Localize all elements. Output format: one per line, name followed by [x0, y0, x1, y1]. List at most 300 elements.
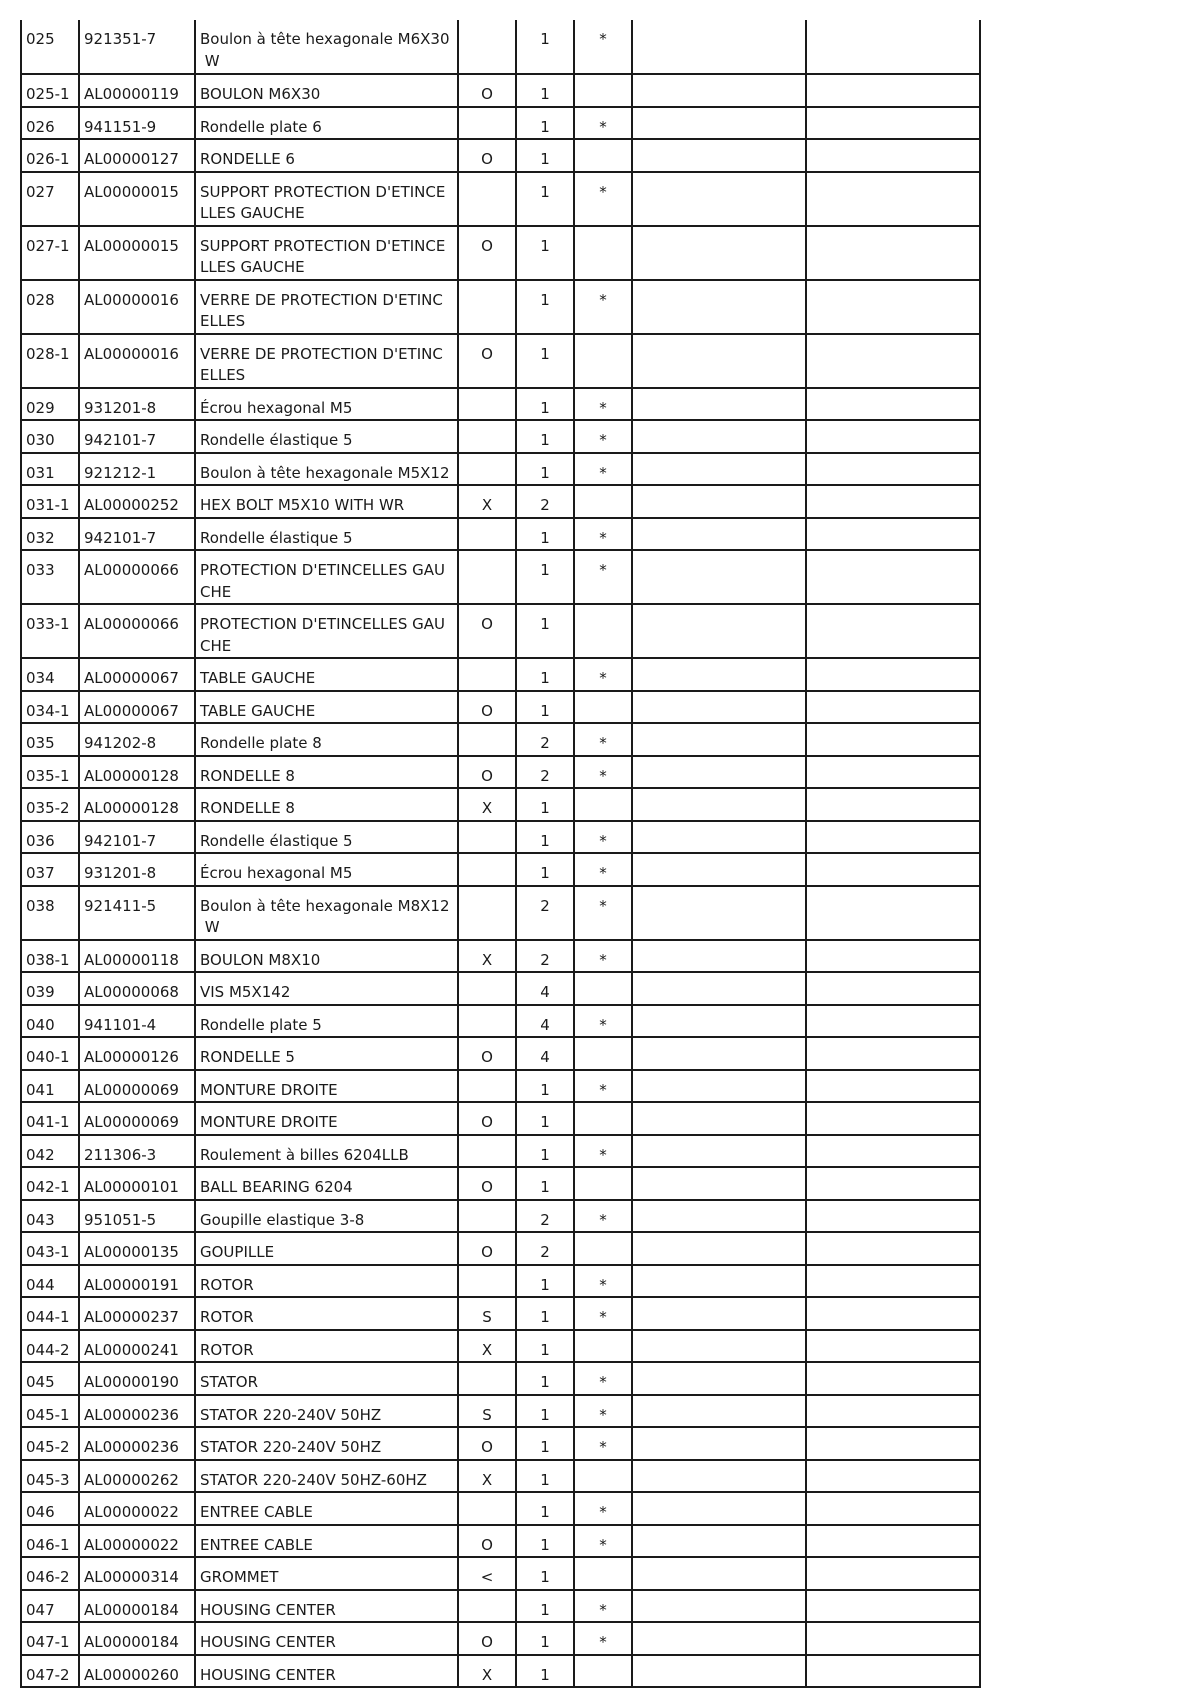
- flag-cell: O: [458, 74, 516, 107]
- description-cell: BOULON M6X30: [195, 74, 458, 107]
- blank-cell: [632, 691, 806, 724]
- quantity-cell: 2: [516, 1200, 574, 1233]
- description-cell: SUPPORT PROTECTION D'ETINCE LLES GAUCHE: [195, 172, 458, 226]
- marker-cell: [574, 1655, 632, 1688]
- marker-cell: [574, 1330, 632, 1363]
- part-number-cell: AL00000241: [79, 1330, 195, 1363]
- table-row: [21, 1037, 980, 1070]
- description-cell: Rondelle plate 8: [195, 723, 458, 756]
- flag-cell: [458, 1362, 516, 1395]
- item-number-cell: 043-1: [21, 1232, 79, 1265]
- item-number-cell: 034: [21, 658, 79, 691]
- marker-cell: *: [574, 453, 632, 486]
- flag-cell: O: [458, 604, 516, 658]
- table-row: [21, 518, 980, 551]
- quantity-cell: 1: [516, 139, 574, 172]
- quantity-cell: 1: [516, 853, 574, 886]
- blank-cell: [632, 1037, 806, 1070]
- description-cell: RONDELLE 6: [195, 139, 458, 172]
- part-number-cell: AL00000015: [79, 172, 195, 226]
- description-cell: Boulon à tête hexagonale M5X12: [195, 453, 458, 486]
- part-number-cell: AL00000135: [79, 1232, 195, 1265]
- quantity-cell: 1: [516, 1135, 574, 1168]
- table-row: [21, 788, 980, 821]
- flag-cell: X: [458, 1460, 516, 1493]
- part-number-cell: AL00000016: [79, 334, 195, 388]
- table-row: [21, 550, 980, 604]
- flag-cell: [458, 518, 516, 551]
- part-number-cell: AL00000069: [79, 1070, 195, 1103]
- description-cell: Rondelle élastique 5: [195, 821, 458, 854]
- flag-cell: S: [458, 1395, 516, 1428]
- flag-cell: S: [458, 1297, 516, 1330]
- marker-cell: *: [574, 756, 632, 789]
- part-number-cell: AL00000236: [79, 1427, 195, 1460]
- quantity-cell: 1: [516, 20, 574, 74]
- item-number-cell: 046: [21, 1492, 79, 1525]
- part-number-cell: 942101-7: [79, 518, 195, 551]
- item-number-cell: 027-1: [21, 226, 79, 280]
- description-cell: ENTREE CABLE: [195, 1525, 458, 1558]
- description-cell: PROTECTION D'ETINCELLES GAU CHE: [195, 550, 458, 604]
- blank-cell: [806, 1167, 980, 1200]
- quantity-cell: 2: [516, 485, 574, 518]
- part-number-cell: AL00000314: [79, 1557, 195, 1590]
- marker-cell: *: [574, 940, 632, 973]
- blank-cell: [632, 756, 806, 789]
- table-row: [21, 139, 980, 172]
- blank-cell: [806, 518, 980, 551]
- table-row: [21, 1167, 980, 1200]
- marker-cell: [574, 691, 632, 724]
- item-number-cell: 045-2: [21, 1427, 79, 1460]
- table-row: [21, 107, 980, 140]
- blank-cell: [806, 172, 980, 226]
- item-number-cell: 047: [21, 1590, 79, 1623]
- table-row: [21, 1590, 980, 1623]
- flag-cell: O: [458, 1427, 516, 1460]
- marker-cell: *: [574, 1297, 632, 1330]
- table-row: [21, 658, 980, 691]
- description-cell: HEX BOLT M5X10 WITH WR: [195, 485, 458, 518]
- table-row: [21, 1525, 980, 1558]
- blank-cell: [806, 1102, 980, 1135]
- blank-cell: [632, 518, 806, 551]
- flag-cell: [458, 853, 516, 886]
- quantity-cell: 1: [516, 1395, 574, 1428]
- table-row: [21, 1622, 980, 1655]
- marker-cell: [574, 1460, 632, 1493]
- part-number-cell: AL00000127: [79, 139, 195, 172]
- part-number-cell: AL00000184: [79, 1622, 195, 1655]
- flag-cell: [458, 886, 516, 940]
- blank-cell: [632, 886, 806, 940]
- item-number-cell: 029: [21, 388, 79, 421]
- flag-cell: O: [458, 139, 516, 172]
- description-cell: Boulon à tête hexagonale M6X30 W: [195, 20, 458, 74]
- marker-cell: [574, 1557, 632, 1590]
- table-row: [21, 723, 980, 756]
- table-row: [21, 972, 980, 1005]
- quantity-cell: 1: [516, 334, 574, 388]
- blank-cell: [632, 604, 806, 658]
- quantity-cell: 1: [516, 1167, 574, 1200]
- blank-cell: [806, 1460, 980, 1493]
- blank-cell: [806, 139, 980, 172]
- blank-cell: [806, 1037, 980, 1070]
- marker-cell: *: [574, 388, 632, 421]
- part-number-cell: AL00000128: [79, 788, 195, 821]
- quantity-cell: 4: [516, 972, 574, 1005]
- flag-cell: O: [458, 1167, 516, 1200]
- blank-cell: [632, 1167, 806, 1200]
- flag-cell: [458, 172, 516, 226]
- blank-cell: [632, 788, 806, 821]
- blank-cell: [632, 1460, 806, 1493]
- blank-cell: [806, 723, 980, 756]
- marker-cell: *: [574, 723, 632, 756]
- item-number-cell: 036: [21, 821, 79, 854]
- blank-cell: [632, 1005, 806, 1038]
- table-row: [21, 226, 980, 280]
- quantity-cell: 1: [516, 821, 574, 854]
- item-number-cell: 028: [21, 280, 79, 334]
- blank-cell: [806, 280, 980, 334]
- blank-cell: [632, 550, 806, 604]
- flag-cell: [458, 550, 516, 604]
- flag-cell: <: [458, 1557, 516, 1590]
- part-number-cell: AL00000128: [79, 756, 195, 789]
- flag-cell: [458, 1005, 516, 1038]
- flag-cell: X: [458, 788, 516, 821]
- blank-cell: [806, 1232, 980, 1265]
- description-cell: HOUSING CENTER: [195, 1590, 458, 1623]
- part-number-cell: AL00000191: [79, 1265, 195, 1298]
- flag-cell: O: [458, 1102, 516, 1135]
- description-cell: ENTREE CABLE: [195, 1492, 458, 1525]
- blank-cell: [632, 940, 806, 973]
- blank-cell: [806, 1525, 980, 1558]
- description-cell: PROTECTION D'ETINCELLES GAU CHE: [195, 604, 458, 658]
- item-number-cell: 032: [21, 518, 79, 551]
- blank-cell: [806, 485, 980, 518]
- marker-cell: *: [574, 1427, 632, 1460]
- item-number-cell: 035-2: [21, 788, 79, 821]
- marker-cell: *: [574, 853, 632, 886]
- description-cell: VERRE DE PROTECTION D'ETINC ELLES: [195, 334, 458, 388]
- part-number-cell: 941101-4: [79, 1005, 195, 1038]
- blank-cell: [806, 756, 980, 789]
- description-cell: GOUPILLE: [195, 1232, 458, 1265]
- table-row: [21, 756, 980, 789]
- blank-cell: [632, 853, 806, 886]
- blank-cell: [806, 420, 980, 453]
- part-number-cell: 941151-9: [79, 107, 195, 140]
- part-number-cell: AL00000262: [79, 1460, 195, 1493]
- item-number-cell: 044-1: [21, 1297, 79, 1330]
- item-number-cell: 027: [21, 172, 79, 226]
- flag-cell: [458, 972, 516, 1005]
- blank-cell: [806, 1622, 980, 1655]
- part-number-cell: AL00000260: [79, 1655, 195, 1688]
- blank-cell: [806, 107, 980, 140]
- part-number-cell: 921212-1: [79, 453, 195, 486]
- blank-cell: [632, 658, 806, 691]
- quantity-cell: 1: [516, 388, 574, 421]
- part-number-cell: AL00000184: [79, 1590, 195, 1623]
- marker-cell: [574, 972, 632, 1005]
- part-number-cell: AL00000015: [79, 226, 195, 280]
- description-cell: Écrou hexagonal M5: [195, 388, 458, 421]
- part-number-cell: AL00000066: [79, 604, 195, 658]
- marker-cell: [574, 485, 632, 518]
- description-cell: Goupille elastique 3-8: [195, 1200, 458, 1233]
- part-number-cell: AL00000126: [79, 1037, 195, 1070]
- blank-cell: [806, 453, 980, 486]
- part-number-cell: 941202-8: [79, 723, 195, 756]
- description-cell: ROTOR: [195, 1265, 458, 1298]
- blank-cell: [806, 886, 980, 940]
- blank-cell: [632, 821, 806, 854]
- parts-table-body: [21, 20, 980, 1687]
- flag-cell: X: [458, 940, 516, 973]
- item-number-cell: 043: [21, 1200, 79, 1233]
- flag-cell: O: [458, 1622, 516, 1655]
- blank-cell: [806, 1557, 980, 1590]
- marker-cell: [574, 1167, 632, 1200]
- marker-cell: *: [574, 1622, 632, 1655]
- item-number-cell: 045: [21, 1362, 79, 1395]
- description-cell: VIS M5X142: [195, 972, 458, 1005]
- item-number-cell: 030: [21, 420, 79, 453]
- blank-cell: [632, 1427, 806, 1460]
- blank-cell: [806, 334, 980, 388]
- marker-cell: *: [574, 1135, 632, 1168]
- blank-cell: [632, 1655, 806, 1688]
- quantity-cell: 2: [516, 723, 574, 756]
- marker-cell: *: [574, 550, 632, 604]
- flag-cell: O: [458, 1525, 516, 1558]
- table-row: [21, 485, 980, 518]
- marker-cell: *: [574, 420, 632, 453]
- marker-cell: *: [574, 1200, 632, 1233]
- marker-cell: *: [574, 1492, 632, 1525]
- item-number-cell: 025-1: [21, 74, 79, 107]
- part-number-cell: AL00000101: [79, 1167, 195, 1200]
- table-row: [21, 420, 980, 453]
- blank-cell: [806, 74, 980, 107]
- marker-cell: [574, 139, 632, 172]
- quantity-cell: 1: [516, 226, 574, 280]
- blank-cell: [632, 1622, 806, 1655]
- flag-cell: [458, 420, 516, 453]
- item-number-cell: 045-1: [21, 1395, 79, 1428]
- part-number-cell: AL00000118: [79, 940, 195, 973]
- blank-cell: [806, 226, 980, 280]
- table-row: [21, 1297, 980, 1330]
- item-number-cell: 026-1: [21, 139, 79, 172]
- table-row: [21, 1395, 980, 1428]
- blank-cell: [632, 139, 806, 172]
- flag-cell: X: [458, 1330, 516, 1363]
- blank-cell: [806, 1135, 980, 1168]
- quantity-cell: 2: [516, 886, 574, 940]
- flag-cell: [458, 280, 516, 334]
- quantity-cell: 1: [516, 1525, 574, 1558]
- description-cell: Rondelle élastique 5: [195, 518, 458, 551]
- description-cell: ROTOR: [195, 1330, 458, 1363]
- table-row: [21, 1655, 980, 1688]
- quantity-cell: 1: [516, 788, 574, 821]
- blank-cell: [806, 1590, 980, 1623]
- description-cell: TABLE GAUCHE: [195, 658, 458, 691]
- blank-cell: [806, 604, 980, 658]
- blank-cell: [632, 20, 806, 74]
- blank-cell: [806, 1655, 980, 1688]
- description-cell: STATOR 220-240V 50HZ: [195, 1395, 458, 1428]
- quantity-cell: 4: [516, 1037, 574, 1070]
- blank-cell: [632, 334, 806, 388]
- item-number-cell: 026: [21, 107, 79, 140]
- description-cell: HOUSING CENTER: [195, 1622, 458, 1655]
- flag-cell: [458, 658, 516, 691]
- part-number-cell: AL00000237: [79, 1297, 195, 1330]
- flag-cell: [458, 20, 516, 74]
- description-cell: GROMMET: [195, 1557, 458, 1590]
- quantity-cell: 1: [516, 1622, 574, 1655]
- flag-cell: [458, 821, 516, 854]
- description-cell: ROTOR: [195, 1297, 458, 1330]
- part-number-cell: AL00000119: [79, 74, 195, 107]
- quantity-cell: 1: [516, 550, 574, 604]
- blank-cell: [806, 1005, 980, 1038]
- marker-cell: [574, 604, 632, 658]
- quantity-cell: 2: [516, 1232, 574, 1265]
- quantity-cell: 1: [516, 1362, 574, 1395]
- flag-cell: [458, 1265, 516, 1298]
- quantity-cell: 1: [516, 604, 574, 658]
- flag-cell: [458, 1135, 516, 1168]
- blank-cell: [632, 172, 806, 226]
- item-number-cell: 040: [21, 1005, 79, 1038]
- table-row: [21, 691, 980, 724]
- table-row: [21, 334, 980, 388]
- marker-cell: *: [574, 1525, 632, 1558]
- blank-cell: [632, 388, 806, 421]
- item-number-cell: 039: [21, 972, 79, 1005]
- table-row: [21, 604, 980, 658]
- blank-cell: [632, 1265, 806, 1298]
- item-number-cell: 046-2: [21, 1557, 79, 1590]
- blank-cell: [632, 1102, 806, 1135]
- item-number-cell: 047-1: [21, 1622, 79, 1655]
- flag-cell: X: [458, 1655, 516, 1688]
- description-cell: STATOR: [195, 1362, 458, 1395]
- quantity-cell: 1: [516, 1265, 574, 1298]
- blank-cell: [632, 1590, 806, 1623]
- quantity-cell: 2: [516, 940, 574, 973]
- quantity-cell: 1: [516, 280, 574, 334]
- description-cell: Écrou hexagonal M5: [195, 853, 458, 886]
- blank-cell: [806, 1395, 980, 1428]
- marker-cell: *: [574, 1265, 632, 1298]
- quantity-cell: 4: [516, 1005, 574, 1038]
- item-number-cell: 028-1: [21, 334, 79, 388]
- blank-cell: [806, 1330, 980, 1363]
- description-cell: SUPPORT PROTECTION D'ETINCE LLES GAUCHE: [195, 226, 458, 280]
- item-number-cell: 033-1: [21, 604, 79, 658]
- part-number-cell: AL00000067: [79, 658, 195, 691]
- blank-cell: [632, 723, 806, 756]
- quantity-cell: 1: [516, 658, 574, 691]
- description-cell: RONDELLE 8: [195, 788, 458, 821]
- item-number-cell: 034-1: [21, 691, 79, 724]
- part-number-cell: AL00000190: [79, 1362, 195, 1395]
- quantity-cell: 1: [516, 1427, 574, 1460]
- blank-cell: [632, 226, 806, 280]
- part-number-cell: 921351-7: [79, 20, 195, 74]
- marker-cell: [574, 1232, 632, 1265]
- quantity-cell: 1: [516, 1330, 574, 1363]
- blank-cell: [632, 1200, 806, 1233]
- table-row: [21, 388, 980, 421]
- quantity-cell: 1: [516, 1557, 574, 1590]
- blank-cell: [632, 972, 806, 1005]
- flag-cell: O: [458, 1232, 516, 1265]
- quantity-cell: 1: [516, 420, 574, 453]
- blank-cell: [806, 940, 980, 973]
- description-cell: VERRE DE PROTECTION D'ETINC ELLES: [195, 280, 458, 334]
- marker-cell: *: [574, 1070, 632, 1103]
- quantity-cell: 1: [516, 1102, 574, 1135]
- item-number-cell: 031-1: [21, 485, 79, 518]
- blank-cell: [806, 853, 980, 886]
- part-number-cell: 951051-5: [79, 1200, 195, 1233]
- item-number-cell: 035-1: [21, 756, 79, 789]
- flag-cell: O: [458, 226, 516, 280]
- item-number-cell: 047-2: [21, 1655, 79, 1688]
- marker-cell: *: [574, 107, 632, 140]
- marker-cell: *: [574, 280, 632, 334]
- blank-cell: [632, 453, 806, 486]
- flag-cell: [458, 1070, 516, 1103]
- table-row: [21, 1135, 980, 1168]
- item-number-cell: 038: [21, 886, 79, 940]
- table-row: [21, 20, 980, 74]
- quantity-cell: 1: [516, 1070, 574, 1103]
- item-number-cell: 045-3: [21, 1460, 79, 1493]
- blank-cell: [806, 1070, 980, 1103]
- quantity-cell: 1: [516, 453, 574, 486]
- description-cell: STATOR 220-240V 50HZ-60HZ: [195, 1460, 458, 1493]
- part-number-cell: 921411-5: [79, 886, 195, 940]
- table-row: [21, 1102, 980, 1135]
- blank-cell: [632, 1070, 806, 1103]
- marker-cell: *: [574, 1590, 632, 1623]
- part-number-cell: 211306-3: [79, 1135, 195, 1168]
- description-cell: Roulement à billes 6204LLB: [195, 1135, 458, 1168]
- description-cell: HOUSING CENTER: [195, 1655, 458, 1688]
- blank-cell: [632, 280, 806, 334]
- quantity-cell: 1: [516, 1492, 574, 1525]
- table-row: [21, 1330, 980, 1363]
- blank-cell: [632, 1525, 806, 1558]
- item-number-cell: 042: [21, 1135, 79, 1168]
- table-row: [21, 1070, 980, 1103]
- description-cell: MONTURE DROITE: [195, 1070, 458, 1103]
- part-number-cell: 931201-8: [79, 388, 195, 421]
- flag-cell: O: [458, 334, 516, 388]
